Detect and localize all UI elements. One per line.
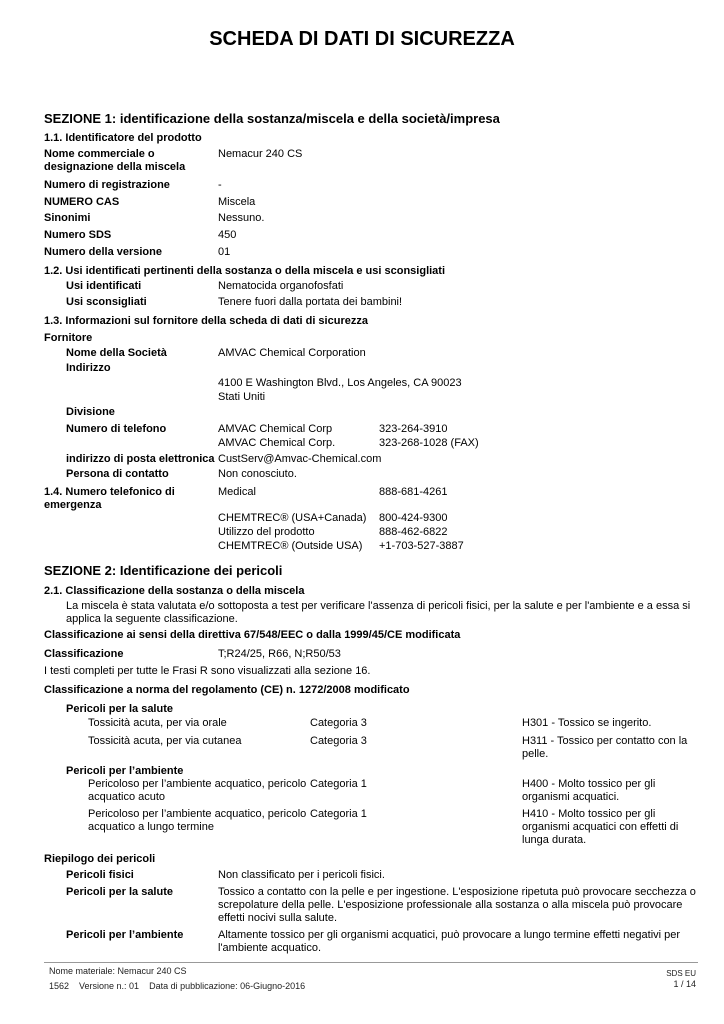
hazard-class: Pericoloso per l’ambiente acquatico, pericolo acquatico acuto <box>88 778 307 803</box>
environment-hazards-value: Altamente tossico per gli organismi acquatici, può provocare a lungo termine effetti negativi per l'ambiente acquatico. <box>218 929 681 954</box>
phone-label: Numero di telefono <box>66 423 167 435</box>
document-title: SCHEDA DI DATI DI SICUREZZA <box>209 28 515 50</box>
footer-page-number: 1 / 14 <box>673 979 696 989</box>
version-value: 01 <box>218 246 231 258</box>
trade-name-label: Nome commerciale o designazione della miscela <box>44 148 186 173</box>
health-hazards-label: Pericoli per la salute <box>66 886 173 898</box>
company-name-value: AMVAC Chemical Corporation <box>218 347 366 359</box>
classification-label: Classificazione <box>44 648 124 660</box>
r-phrases-note: I testi completi per tutte le Frasi R sono visualizzati alla sezione 16. <box>44 665 371 677</box>
emergency-name: Medical <box>218 486 256 498</box>
hazard-category: Categoria 1 <box>310 778 367 790</box>
hazard-statement: H301 - Tossico se ingerito. <box>522 717 652 729</box>
emergency-number: 800-424-9300 <box>379 512 448 524</box>
address-label: Indirizzo <box>66 362 111 374</box>
synonyms-value: Nessuno. <box>218 212 265 224</box>
cas-label: NUMERO CAS <box>44 196 120 208</box>
footer-divider <box>44 962 698 963</box>
classification-intro-text: La miscela è stata valutata e/o sottoposta a test per verificare l'assenza di pericoli fisici, per la salute e per l'ambiente e a essa si applica la seguente classificazione. <box>66 600 691 625</box>
email-value: CustServ@Amvac-Chemical.com <box>218 453 382 465</box>
hazard-class: Tossicità acuta, per via orale <box>88 717 227 729</box>
classification-value: T;R24/25, R66, N;R50/53 <box>218 648 341 660</box>
emergency-name: CHEMTREC® (Outside USA) <box>218 540 363 552</box>
footer-material-name: Nome materiale: Nemacur 240 CS <box>49 966 187 976</box>
identified-uses-value: Nematocida organofosfati <box>218 280 344 292</box>
phone-number-2: 323-268-1028 (FAX) <box>379 437 479 449</box>
division-label: Divisione <box>66 406 115 418</box>
subsection-2-1-heading: 2.1. Classificazione della sostanza o della miscela <box>44 585 305 597</box>
subsection-1-2-heading: 1.2. Usi identificati pertinenti della sostanza o della miscela e usi sconsigliati <box>44 265 446 277</box>
hazard-statement: H311 - Tossico per contatto con la pelle. <box>522 735 688 760</box>
emergency-number: 888-681-4261 <box>379 486 448 498</box>
advised-against-value: Tenere fuori dalla portata dei bambini! <box>218 296 403 308</box>
directive-classification-heading: Classificazione ai sensi della direttiva 67/548/EEC o dalla 1999/45/CE modificata <box>44 629 461 641</box>
contact-person-value: Non conosciuto. <box>218 468 297 480</box>
hazard-category: Categoria 3 <box>310 735 367 747</box>
physical-hazards-value: Non classificato per i pericoli fisici. <box>218 869 385 881</box>
identified-uses-label: Usi identificati <box>66 280 142 292</box>
hazard-summary-heading: Riepilogo dei pericoli <box>44 853 156 865</box>
contact-person-label: Persona di contatto <box>66 468 169 480</box>
phone-name-2: AMVAC Chemical Corp. <box>218 437 336 449</box>
hazard-class: Tossicità acuta, per via cutanea <box>88 735 242 747</box>
footer-document-meta: 1562 Versione n.: 01 Data di pubblicazione: 06-Giugno-2016 <box>49 981 306 991</box>
environment-hazards-heading: Pericoli per l’ambiente <box>66 765 184 777</box>
emergency-number: +1-703-527-3887 <box>379 540 464 552</box>
emergency-name: Utilizzo del prodotto <box>218 526 315 538</box>
registration-label: Numero di registrazione <box>44 179 170 191</box>
cas-value: Miscela <box>218 196 256 208</box>
sds-number-label: Numero SDS <box>44 229 112 241</box>
address-line-2: Stati Uniti <box>218 391 266 403</box>
footer-sds-eu: SDS EU <box>666 969 696 978</box>
environment-hazards-label: Pericoli per l’ambiente <box>66 929 184 941</box>
trade-name-value: Nemacur 240 CS <box>218 148 303 160</box>
registration-value: - <box>218 179 222 191</box>
emergency-number: 888-462-6822 <box>379 526 448 538</box>
hazard-statement: H400 - Molto tossico per gli organismi acquatici. <box>522 778 656 803</box>
physical-hazards-label: Pericoli fisici <box>66 869 134 881</box>
advised-against-label: Usi sconsigliati <box>66 296 147 308</box>
hazard-category: Categoria 3 <box>310 717 367 729</box>
company-name-label: Nome della Società <box>66 347 167 359</box>
supplier-label: Fornitore <box>44 332 93 344</box>
phone-name-1: AMVAC Chemical Corp <box>218 423 333 435</box>
phone-number-1: 323-264-3910 <box>379 423 448 435</box>
version-label: Numero della versione <box>44 246 162 258</box>
hazard-category: Categoria 1 <box>310 808 367 820</box>
address-line-1: 4100 E Washington Blvd., Los Angeles, CA 90023 <box>218 377 462 389</box>
subsection-1-1-heading: 1.1. Identificatore del prodotto <box>44 132 202 144</box>
emergency-name: CHEMTREC® (USA+Canada) <box>218 512 367 524</box>
email-label: indirizzo di posta elettronica <box>66 453 215 465</box>
emergency-phone-label: 1.4. Numero telefonico di emergenza <box>44 486 175 511</box>
section-1-heading: SEZIONE 1: identificazione della sostanza/miscela e della società/impresa <box>44 111 500 126</box>
health-hazards-heading: Pericoli per la salute <box>66 703 173 715</box>
subsection-1-3-heading: 1.3. Informazioni sul fornitore della scheda di dati di sicurezza <box>44 315 368 327</box>
regulation-classification-heading: Classificazione a norma del regolamento (CE) n. 1272/2008 modificato <box>44 684 410 696</box>
sds-number-value: 450 <box>218 229 237 241</box>
hazard-class: Pericoloso per l’ambiente acquatico, pericolo acquatico a lungo termine <box>88 808 307 833</box>
synonyms-label: Sinonimi <box>44 212 91 224</box>
health-hazards-value: Tossico a contatto con la pelle e per ingestione. L'esposizione ripetuta può provocare secchezza o screpolature della pelle. L'esposizione professionale alla sostanza o alla miscela può provocare effetti nocivi sulla salute. <box>218 886 696 924</box>
section-2-heading: SEZIONE 2: Identificazione dei pericoli <box>44 563 283 578</box>
hazard-statement: H410 - Molto tossico per gli organismi acquatici con effetti di lunga durata. <box>522 808 679 846</box>
